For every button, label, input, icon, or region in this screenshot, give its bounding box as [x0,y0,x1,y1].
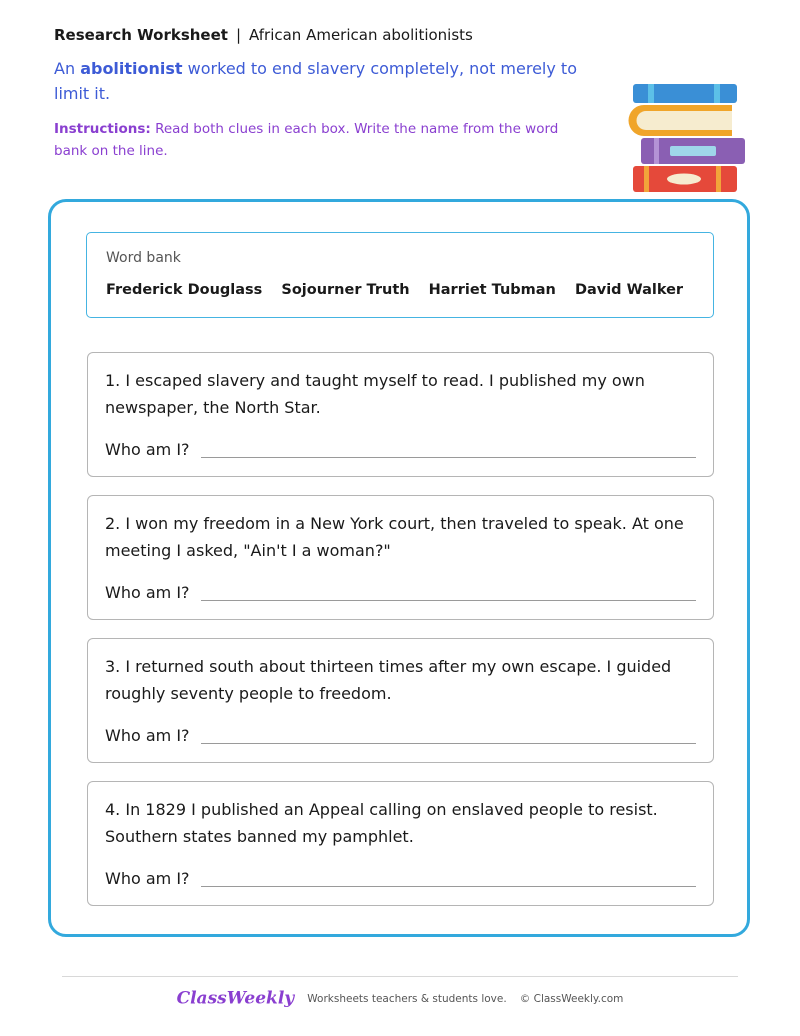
title-line [54,24,614,46]
word-bank-name: Sojourner Truth [281,282,410,298]
question-box-1 [87,352,714,477]
footer-copyright: © ClassWeekly.com [519,992,624,1005]
word-bank-name: Harriet Tubman [428,282,556,298]
question-text: 3. I returned south about thirteen times after my own escape. I guided roughly seventy people to freedom. [105,657,672,703]
question-prompt: Who am I? [105,726,190,745]
instructions [54,118,594,162]
word-bank-name: Frederick Douglass [106,282,263,298]
word-bank-name: David Walker [574,282,684,298]
question-box-3 [87,638,714,763]
definition-rest: worked to end slavery completely, not merely to limit it. [54,59,577,103]
question-prompt: Who am I? [105,583,190,602]
footer [0,988,800,1009]
worksheet-header [54,24,614,162]
brand-logo: ClassWeekly [176,988,295,1009]
answer-line[interactable] [201,600,696,601]
title-separator: | [235,26,242,44]
question-text: 1. I escaped slavery and taught myself to read. I published my own newspaper, the North Star. [105,371,645,417]
answer-line[interactable] [201,886,696,887]
footer-divider [62,976,738,977]
question-prompt: Who am I? [105,440,190,459]
question-box-4 [87,781,714,906]
answer-line[interactable] [201,457,696,458]
instructions-text: Read both clues in each box. Write the name from the word bank on the line. [54,121,559,159]
books-stack-icon [628,80,748,196]
word-bank [86,232,714,318]
question-text: 4. In 1829 I published an Appeal calling on enslaved people to resist. Southern states banned my pamphlet. [105,800,658,846]
worksheet-title: Research Worksheet [54,26,228,44]
footer-tagline: Worksheets teachers & students love. [307,992,507,1005]
definition [54,56,584,106]
answer-line[interactable] [201,743,696,744]
question-box-2 [87,495,714,620]
question-prompt: Who am I? [105,869,190,888]
definition-prefix: An [54,59,76,78]
worksheet-topic: African American abolitionists [249,26,473,44]
word-bank-label: Word bank [106,250,181,266]
word-bank-names [106,282,697,298]
definition-term: abolitionist [80,59,183,78]
question-text: 2. I won my freedom in a New York court, then traveled to speak. At one meeting I asked, "Ain't I a woman?" [105,514,684,560]
instructions-label: Instructions: [54,121,151,137]
